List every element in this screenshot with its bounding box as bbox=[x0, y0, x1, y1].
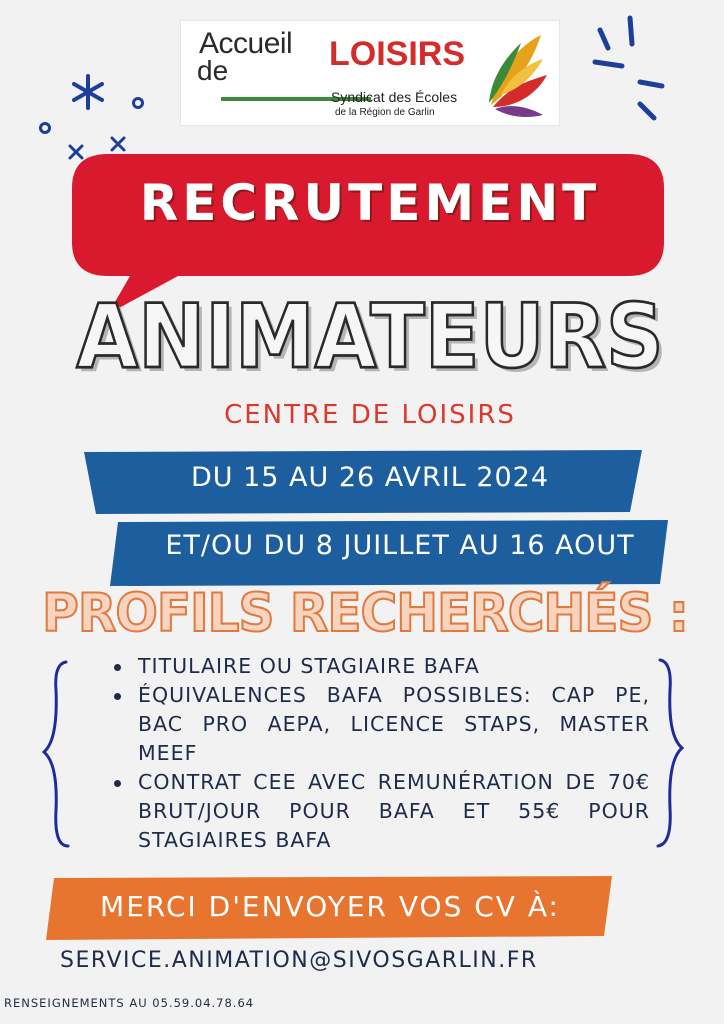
logo-syndicat-text: Syndicat des Écoles bbox=[331, 89, 458, 105]
logo-accueil-text: Accueil bbox=[199, 27, 293, 60]
date-range-1: DU 15 AU 26 AVRIL 2024 bbox=[190, 462, 550, 493]
logo-loisirs-text: LOISIRS bbox=[329, 35, 466, 73]
profiles-heading: PROFILS RECHERCHÉS : bbox=[42, 582, 688, 644]
page-title: RECRUTEMENT bbox=[139, 174, 601, 232]
centre-label: CENTRE DE LOISIRS bbox=[224, 400, 516, 430]
profile-text: ÉQUIVALENCES BAFA POSSIBLES: CAP PE, BAC PRO AEPA, LICENCE STAPS, MASTER MEEF bbox=[138, 683, 650, 765]
logo-region-text: de la Région de Garlin bbox=[335, 107, 435, 118]
contact-email[interactable]: SERVICE.ANIMATION@SIVOSGARLIN.FR bbox=[60, 948, 538, 973]
logo-de-text: de bbox=[197, 55, 229, 86]
page-subtitle: ANIMATEURS bbox=[76, 285, 664, 388]
contact-phone: RENSEIGNEMENTS AU 05.59.04.78.64 bbox=[4, 996, 255, 1010]
profile-text: CONTRAT CEE AVEC REMUNÉRATION DE 70€ BRUT/JOUR POUR BAFA ET 55€ POUR STAGIAIRES BAFA bbox=[138, 770, 650, 852]
date-range-2: ET/OU DU 8 JUILLET AU 16 AOUT bbox=[165, 530, 635, 561]
profile-text: TITULAIRE OU STAGIAIRE BAFA bbox=[138, 654, 480, 678]
cta-text: MERCI D'ENVOYER VOS CV À: bbox=[100, 890, 560, 923]
